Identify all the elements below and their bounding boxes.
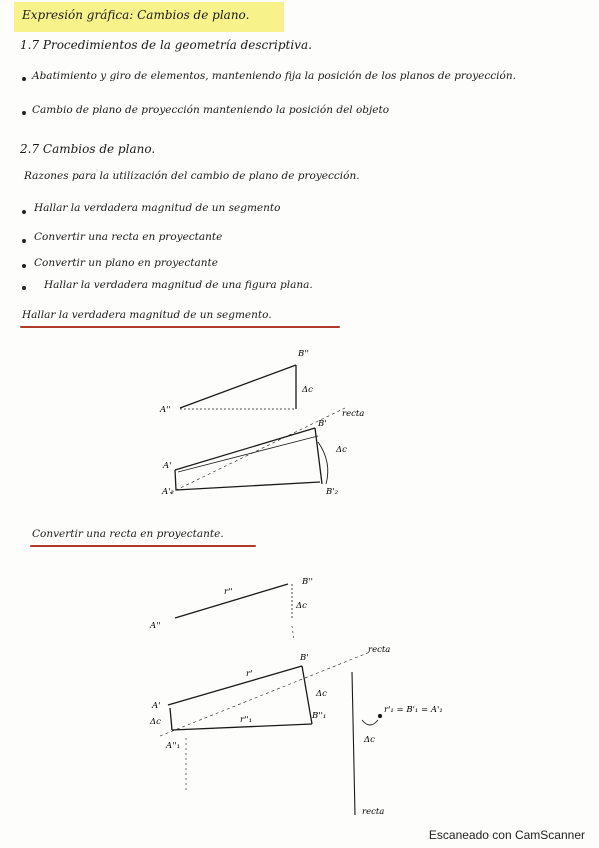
fig2-ground-line [160,652,370,736]
fig2-label-rect-top: recta [368,645,391,655]
fig1-heading: Hallar la verdadera magnitud de un segmento. [22,309,272,321]
fig1-label-dc-right: Δc [336,445,347,455]
fig2-label-b1p: B' [300,653,309,663]
fig2-label-a1p: A' [152,701,161,711]
fig2-projection-line-top [168,666,302,705]
fig2-lines [160,584,385,817]
fig2-label-rect-bottom: recta [362,807,385,817]
fig2-label-b2-1: B''₁ [312,711,327,721]
fig2-point-projection [379,715,382,718]
fig1-label-b2: B'' [298,349,309,359]
fig2-label-a2-1: A''₁ [166,741,181,751]
fig1-label-dc-top: Δc [302,385,313,395]
fig2-a-vertical [170,708,172,730]
section1-item-1: Abatimiento y giro de elementos, manteniendo fija la posición de los planos de proyección. [32,70,516,82]
section2-heading: 2.7 Cambios de plano. [20,142,156,156]
fig1-label-b2-1: B'₂ [326,487,338,497]
fig1-label-a2-1: A'₂ [162,487,174,497]
fig1-label-a2: A'' [160,405,171,415]
fig2-heading: Convertir una recta en proyectante. [32,528,224,540]
fig2-label-dc-mid: Δc [316,689,327,699]
scanner-watermark: Escaneado con CamScanner [428,828,585,842]
fig2-label-b2: B'' [302,577,313,587]
section2-intro: Razones para la utilización del cambio de plano de proyección. [24,170,360,182]
fig2-label-r2-1: r''₁ [240,715,253,725]
fig2-label-r2: r'' [224,587,233,597]
section1-heading-text: 1.7 Procedimientos de la geometría descriptiva. [20,38,312,52]
fig2-top-guide [292,626,294,640]
page-title: Expresión gráfica: Cambios de plano. [22,8,250,22]
fig2-label-a2: A'' [150,621,161,631]
section2-item-1: Hallar la verdadera magnitud de un segmento [34,202,281,214]
section2-item-2: Convertir una recta en proyectante [34,231,223,243]
fig2-b-vertical [302,666,312,724]
fig1-label-rect: recta [342,409,365,419]
section2-item-3: Convertir un plano en proyectante [34,257,218,269]
fig1-label-a1p: A' [163,461,172,471]
section1-item-2: Cambio de plano de proyección manteniendo la posición del objeto [32,104,390,116]
section2-item-4: Hallar la verdadera magnitud de una figura plana. [44,279,313,291]
fig2-right-vertical [352,672,355,815]
fig2-label-dc-left: Δc [150,717,161,727]
fig2-label-r1: r' [246,669,253,679]
fig1-label-b1p: B' [318,419,327,429]
fig2-label-dc-top: Δc [296,601,307,611]
fig2-label-dc-eq: Δc [364,735,375,745]
fig2-dc-brace [362,720,378,725]
fig2-label-eq: r'₁ = B'₁ = A'₁ [384,705,443,715]
